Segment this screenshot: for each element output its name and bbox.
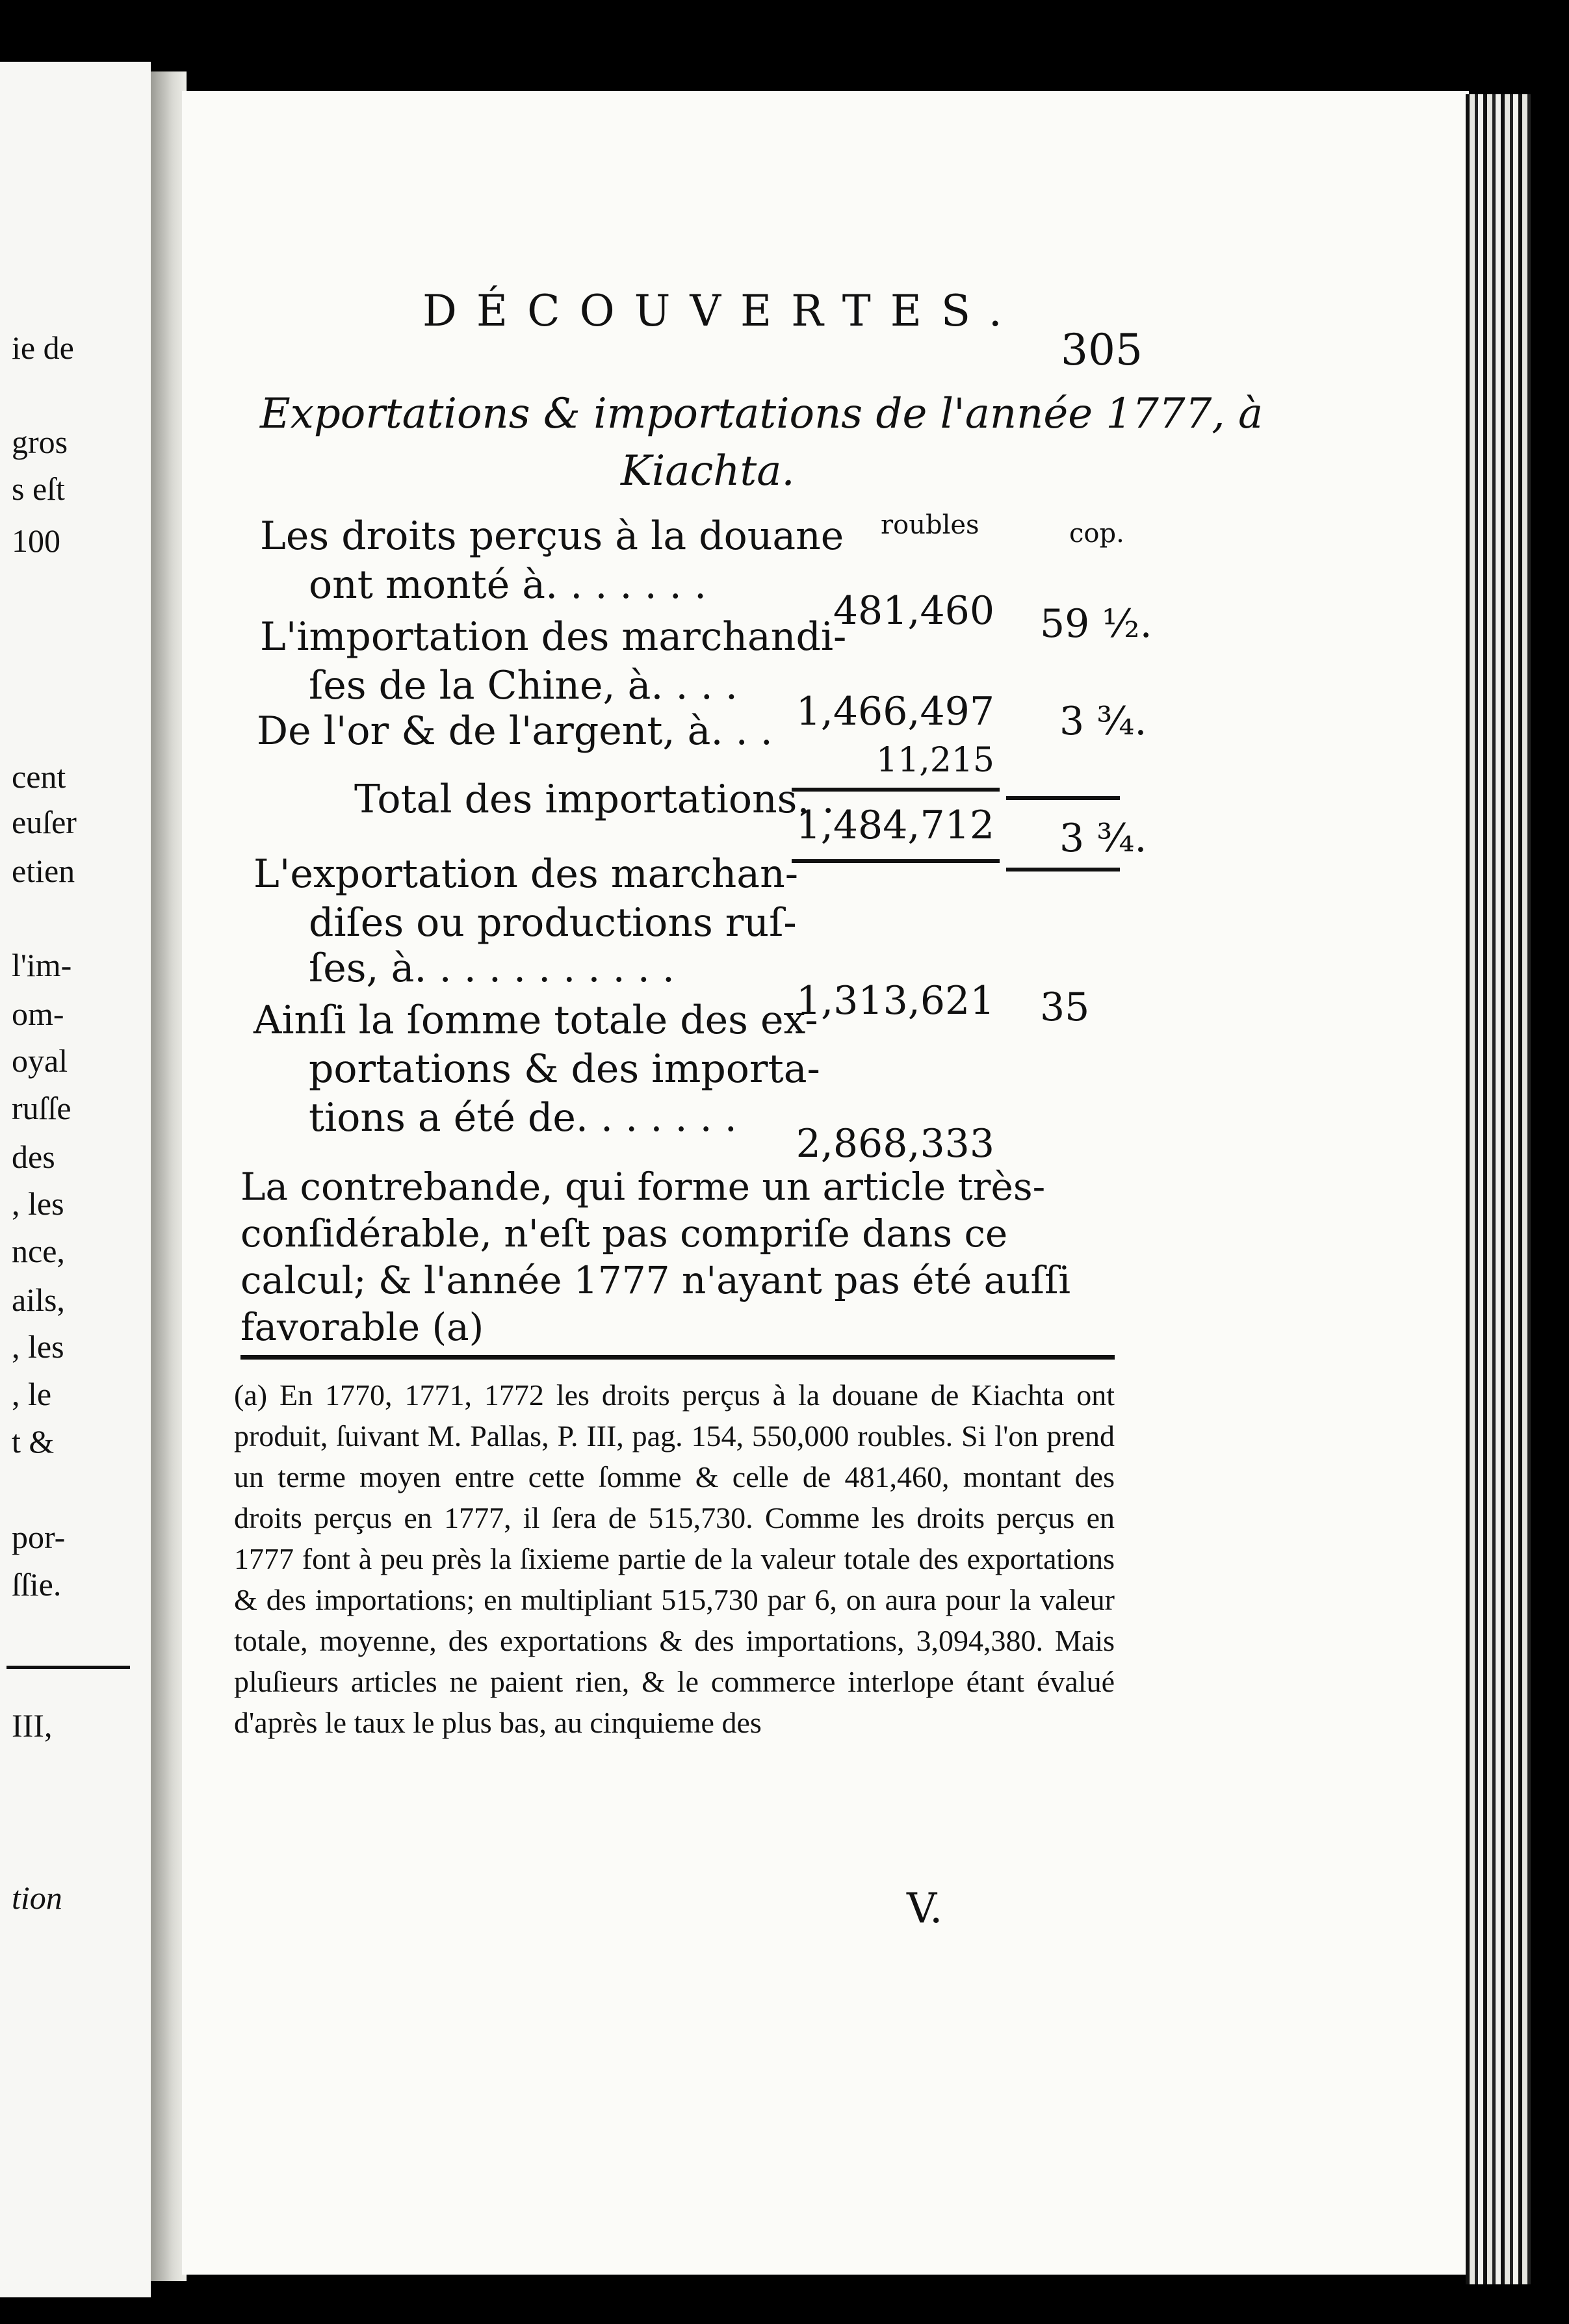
row-value-cop: 3 ¾. <box>1059 699 1147 744</box>
total-value-cop: 3 ¾. <box>1059 816 1147 861</box>
row-label-line: ont monté à. . . . . . . <box>309 562 707 608</box>
header-roubles: roubles <box>881 510 979 540</box>
left-page-fragment: , les <box>12 1185 64 1222</box>
footnote-text: (a) En 1770, 1771, 1772 les droits perçus à la douane de Kiachta ont produit, ſuivant M. Pallas, P. III, pag. 154, 550,000 roubles. Si l'on prend un terme moyen entre cette ſomme & celle de 481,460, montant des droits perçus en 1777, il ſera de 515,730. Comme les droits perçus en 1777 font à peu près la ſixieme partie de la valeur totale des exportations & des importations; en multipliant 515,730 par 6, on aura pour la valeur totale, moyenne, des exportations & des importations, 3,094,380. Mais pluſieurs articles ne paient rien, & le commerce interlope étant évalué d'après le taux le plus bas, au cinquieme des <box>234 1378 1115 1739</box>
left-page-fragment: t & <box>12 1423 55 1460</box>
left-page-fragment: , le <box>12 1376 52 1412</box>
left-page-fragment: III, <box>12 1707 53 1744</box>
left-page-fragment: s eſt <box>12 471 65 507</box>
left-page-fragment: , les <box>12 1328 64 1365</box>
left-page-fragment: gros <box>12 424 68 460</box>
total-value-roubles: 1,484,712 <box>796 803 994 848</box>
row-label-line: portations & des importa- <box>309 1046 820 1092</box>
row-label-line: L'exportation des marchan- <box>253 851 798 897</box>
left-page-fragment: euſer <box>12 804 77 840</box>
left-page-fragment: tion <box>12 1879 62 1916</box>
row-value-roubles: 11,215 <box>876 741 994 780</box>
running-head: DÉCOUVERTES. <box>422 286 1022 336</box>
header-cop: cop. <box>1069 519 1124 549</box>
left-page-fragment: om- <box>12 996 64 1032</box>
row-value-cop: 35 <box>1040 985 1090 1030</box>
page-edges <box>1466 94 1531 2284</box>
total-rule <box>792 859 1000 863</box>
book-gutter <box>151 71 187 2281</box>
body-paragraph: La contrebande, qui forme un article très-conſidérable, n'eſt pas compriſe dans ce calcul; & l'année 1777 n'ayant pas été auſſi favorable (a) <box>240 1165 1070 1349</box>
left-page-fragment: ſſie. <box>12 1566 62 1603</box>
subtotal-rule-cop <box>1006 796 1120 800</box>
left-page-fragment: por- <box>12 1519 66 1555</box>
footnote-rule <box>240 1355 1115 1360</box>
row-label-line: Les droits perçus à la douane <box>260 513 844 559</box>
table-title-line2: Kiachta. <box>621 447 795 495</box>
grand-total-roubles: 2,868,333 <box>796 1121 994 1167</box>
left-page-rule <box>6 1666 130 1669</box>
total-label: Total des importations. . <box>354 777 835 822</box>
row-label-line: L'importation des marchandi- <box>260 614 847 660</box>
row-label-line: ſes de la Chine, à. . . . <box>309 663 738 708</box>
left-page-fragment: etien <box>12 853 75 889</box>
row-label-line: tions a été de. . . . . . . <box>309 1095 737 1141</box>
left-page-fragment: l'im- <box>12 947 72 983</box>
total-rule-cop <box>1006 868 1120 872</box>
left-page-fragment: 100 <box>12 523 60 559</box>
left-page-fragment: ruſſe <box>12 1090 71 1126</box>
signature-mark: V. <box>907 1885 943 1933</box>
row-label-line: diſes ou productions ruſ- <box>309 900 797 946</box>
left-page-fragment: ie de <box>12 329 74 366</box>
left-page-fragment: cent <box>12 758 66 795</box>
row-value-cop: 59 ½. <box>1040 601 1152 647</box>
left-page-fragment: des <box>12 1139 55 1175</box>
row-value-roubles: 481,460 <box>833 588 994 634</box>
left-page-fragment: ails, <box>12 1282 65 1318</box>
left-page-fragment: oyal <box>12 1042 68 1079</box>
table-title-line1: Exportations & importations de l'année 1777, à <box>260 390 1264 438</box>
row-label-line: De l'or & de l'argent, à. . . <box>257 708 773 754</box>
row-value-roubles: 1,466,497 <box>796 689 994 734</box>
row-label-line: Ainſi la ſomme totale des ex- <box>253 998 818 1043</box>
left-page-fragment: nce, <box>12 1233 65 1269</box>
row-label-line: ſes, à. . . . . . . . . . . <box>309 946 675 991</box>
row-value-roubles: 1,313,621 <box>796 978 995 1024</box>
page-number: 305 <box>1061 325 1143 375</box>
left-page-edge <box>0 62 151 2297</box>
